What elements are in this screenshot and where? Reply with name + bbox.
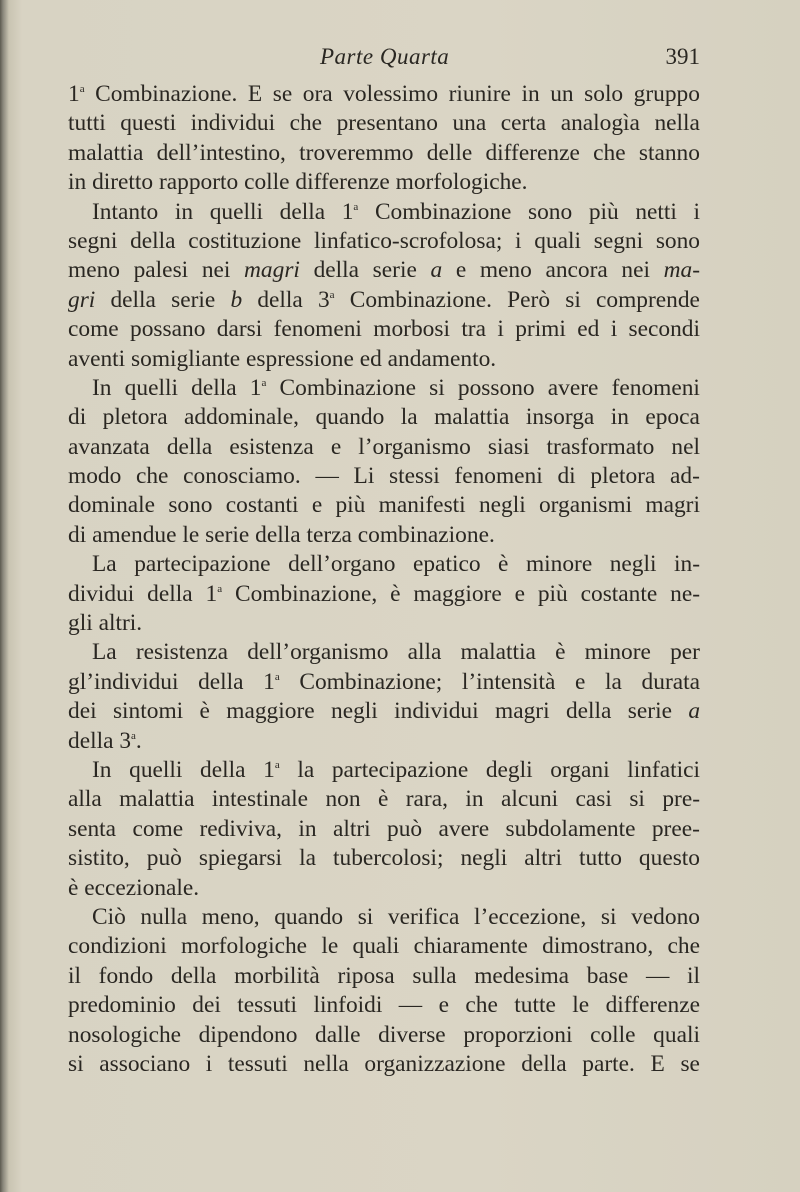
text-line: In quelli della 1$^a$ la partecipazione degli organi linfatici (92, 756, 700, 783)
text-line: predominio dei tessuti linfoidi — e che tutte le differenze (68, 992, 700, 1019)
text-line: gl’individui della 1$^a$ Combinazione; l’intensità e la durata (68, 668, 700, 695)
text-line: In quelli della 1$^a$ Combinazione si possono avere fenomeni (92, 374, 700, 401)
text-line: gli altri. (68, 610, 143, 637)
text-line: in diretto rapporto colle differenze morfologiche. (68, 169, 528, 196)
text-line: nosologiche dipendono dalle diverse proporzioni colle quali (68, 1021, 700, 1048)
page-header (68, 44, 700, 74)
text-line: senta come rediviva, in altri può avere subdolamente pree- (68, 815, 700, 842)
text-line: è eccezionale. (68, 874, 200, 901)
text-line: Intanto in quelli della 1$^a$ Combinazione sono più netti i (92, 198, 701, 225)
text-line: dividui della 1$^a$ Combinazione, è maggiore e più costante ne- (68, 580, 701, 607)
text-line: condizioni morfologiche le quali chiaramente dimostrano, che (68, 933, 700, 960)
text-line: come possano darsi fenomeni morbosi tra i primi ed i secondi (68, 316, 700, 343)
text-line: modo che conosciamo. — Li stessi fenomeni di pletora ad- (68, 463, 700, 490)
text-line: Ciò nulla meno, quando si verifica l’eccezione, si vedono (92, 903, 700, 930)
text-line: sistito, può spiegarsi la tubercolosi; negli altri tutto questo (68, 845, 700, 872)
text-line: La resistenza dell’organismo alla malattia è minore per (92, 639, 700, 666)
text-line: dei sintomi è maggiore negli individui magri della serie a (68, 698, 701, 725)
text-line: si associano i tessuti nella organizzazione della parte. E se (68, 1050, 700, 1077)
text-line: malattia dell’intestino, troveremmo delle differenze che stanno (68, 139, 700, 166)
text-line: di amendue le serie della terza combinazione. (68, 521, 495, 548)
text-line: La partecipazione dell’organo epatico è minore negli in- (92, 551, 701, 578)
text-line: della 3$^a$. (68, 727, 142, 754)
text-line: di pletora addominale, quando la malattia insorga in epoca (68, 404, 700, 431)
text-line: segni della costituzione linfatico-scrofolosa; i quali segni sono (68, 227, 701, 254)
page-number: 391 (665, 44, 700, 69)
text-line: meno palesi nei magri della serie a e meno ancora nei ma- (68, 257, 701, 284)
text-line: il fondo della morbilità riposa sulla medesima base — il (68, 962, 701, 989)
text-line: 1$^a$ Combinazione. E se ora volessimo riunire in un solo gruppo (68, 81, 700, 107)
text-line: avanzata della esistenza e l’organismo siasi trasformato nel (68, 433, 700, 460)
text-line: dominale sono costanti e più manifesti negli organismi magri (68, 492, 700, 519)
text-line: tutti questi individui che presentano una certa analogìa nella (68, 110, 700, 137)
text-line: aventi somigliante espressione ed andamento. (68, 345, 497, 372)
running-title: Parte Quarta (320, 44, 450, 69)
body-text (68, 80, 700, 1079)
text-line: alla malattia intestinale non è rara, in alcuni casi si pre- (68, 786, 700, 813)
text-line: gri della serie b della 3$^a$ Combinazione. Però si comprende (68, 286, 700, 313)
